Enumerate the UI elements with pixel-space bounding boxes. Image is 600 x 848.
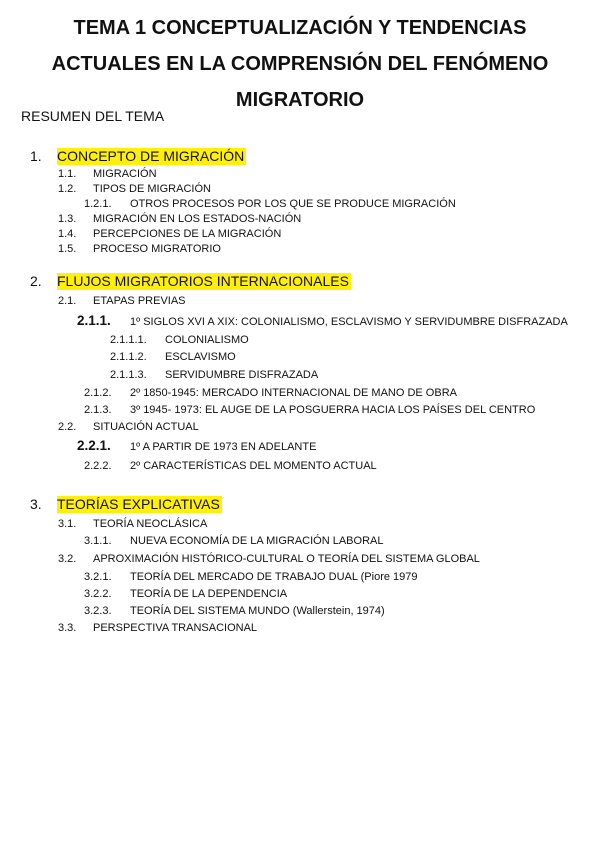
outline-text: TEORÍA DEL SISTEMA MUNDO (Wallerstein, 1974): [130, 605, 385, 617]
outline-number: 1.1.: [58, 168, 77, 180]
outline-number: 3.1.: [58, 518, 77, 530]
outline-number: 2.2.1.: [77, 438, 111, 453]
outline-number: 2.1.: [58, 295, 77, 307]
outline-heading: CONCEPTO DE MIGRACIÓN: [57, 148, 245, 164]
outline-text: PERCEPCIONES DE LA MIGRACIÓN: [93, 228, 282, 240]
title-line-3: MIGRATORIO: [235, 89, 365, 111]
outline-text: 1º A PARTIR DE 1973 EN ADELANTE: [130, 441, 317, 453]
outline-text: SERVIDUMBRE DISFRAZADA: [165, 369, 319, 381]
outline-number: 1.4.: [58, 228, 77, 240]
outline-number: 2.1.2.: [84, 387, 112, 399]
outline-text: 2º CARACTERÍSTICAS DEL MOMENTO ACTUAL: [130, 460, 377, 472]
title-line-1: TEMA 1 CONCEPTUALIZACIÓN Y TENDENCIAS: [73, 17, 527, 39]
outline-text: PROCESO MIGRATORIO: [93, 243, 221, 255]
outline-text: TEORÍA DE LA DEPENDENCIA: [130, 588, 288, 600]
outline-number: 2.1.1.3.: [110, 369, 147, 381]
outline-text: PERSPECTIVA TRANSACIONAL: [93, 622, 258, 634]
outline-number: 1.5.: [58, 243, 77, 255]
outline-number: 1.2.1.: [84, 198, 112, 210]
outline-number: 2.1.1.2.: [110, 351, 147, 363]
outline-text: TIPOS DE MIGRACIÓN: [93, 183, 211, 195]
outline-number: 2.1.3.: [84, 404, 112, 416]
outline-number: 2.2.2.: [84, 460, 112, 472]
outline-number: 3.: [30, 496, 42, 512]
outline-heading: FLUJOS MIGRATORIOS INTERNACIONALES: [57, 273, 349, 289]
outline-text: 1º SIGLOS XVI A XIX: COLONIALISMO, ESCLAVISMO Y SERVIDUMBRE DISFRAZADA: [130, 316, 568, 328]
outline-text: 3º 1945- 1973: EL AUGE DE LA POSGUERRA HACIA LOS PAÍSES DEL CENTRO: [130, 404, 536, 416]
outline-text: TEORÍA DEL MERCADO DE TRABAJO DUAL (Piore 1979: [130, 571, 418, 583]
outline-text: COLONIALISMO: [165, 334, 249, 346]
outline-text: ETAPAS PREVIAS: [93, 295, 186, 307]
outline-number: 1.: [30, 148, 42, 164]
outline-number: 3.2.: [58, 553, 77, 565]
outline-text: APROXIMACIÓN HISTÓRICO-CULTURAL O TEORÍA DEL SISTEMA GLOBAL: [93, 553, 480, 565]
outline-text: ESCLAVISMO: [165, 351, 236, 363]
outline-heading: TEORÍAS EXPLICATIVAS: [57, 496, 220, 512]
outline-number: 3.1.1.: [84, 535, 112, 547]
title-line-2: ACTUALES EN LA COMPRENSIÓN DEL FENÓMENO: [51, 53, 549, 75]
outline-text: SITUACIÓN ACTUAL: [93, 421, 199, 433]
outline-number: 3.2.1.: [84, 571, 112, 583]
outline-number: 2.1.1.1.: [110, 334, 147, 346]
outline-number: 3.2.3.: [84, 605, 112, 617]
outline-number: 2.2.: [58, 421, 77, 433]
document-title: [30, 10, 570, 118]
outline-number: 2.: [30, 273, 42, 289]
outline-text: OTROS PROCESOS POR LOS QUE SE PRODUCE MIGRACIÓN: [130, 198, 456, 210]
outline-text: TEORÍA NEOCLÁSICA: [93, 518, 208, 530]
outline-number: 3.2.2.: [84, 588, 112, 600]
outline-text: MIGRACIÓN EN LOS ESTADOS-NACIÓN: [93, 213, 302, 225]
document-subtitle: RESUMEN DEL TEMA: [21, 108, 165, 124]
outline-text: MIGRACIÓN: [93, 168, 157, 180]
outline-text: 2º 1850-1945: MERCADO INTERNACIONAL DE MANO DE OBRA: [130, 387, 457, 399]
outline-number: 2.1.1.: [77, 313, 111, 328]
outline-number: 1.2.: [58, 183, 77, 195]
outline-number: 1.3.: [58, 213, 77, 225]
outline-number: 3.3.: [58, 622, 77, 634]
outline-text: NUEVA ECONOMÍA DE LA MIGRACIÓN LABORAL: [130, 535, 384, 547]
